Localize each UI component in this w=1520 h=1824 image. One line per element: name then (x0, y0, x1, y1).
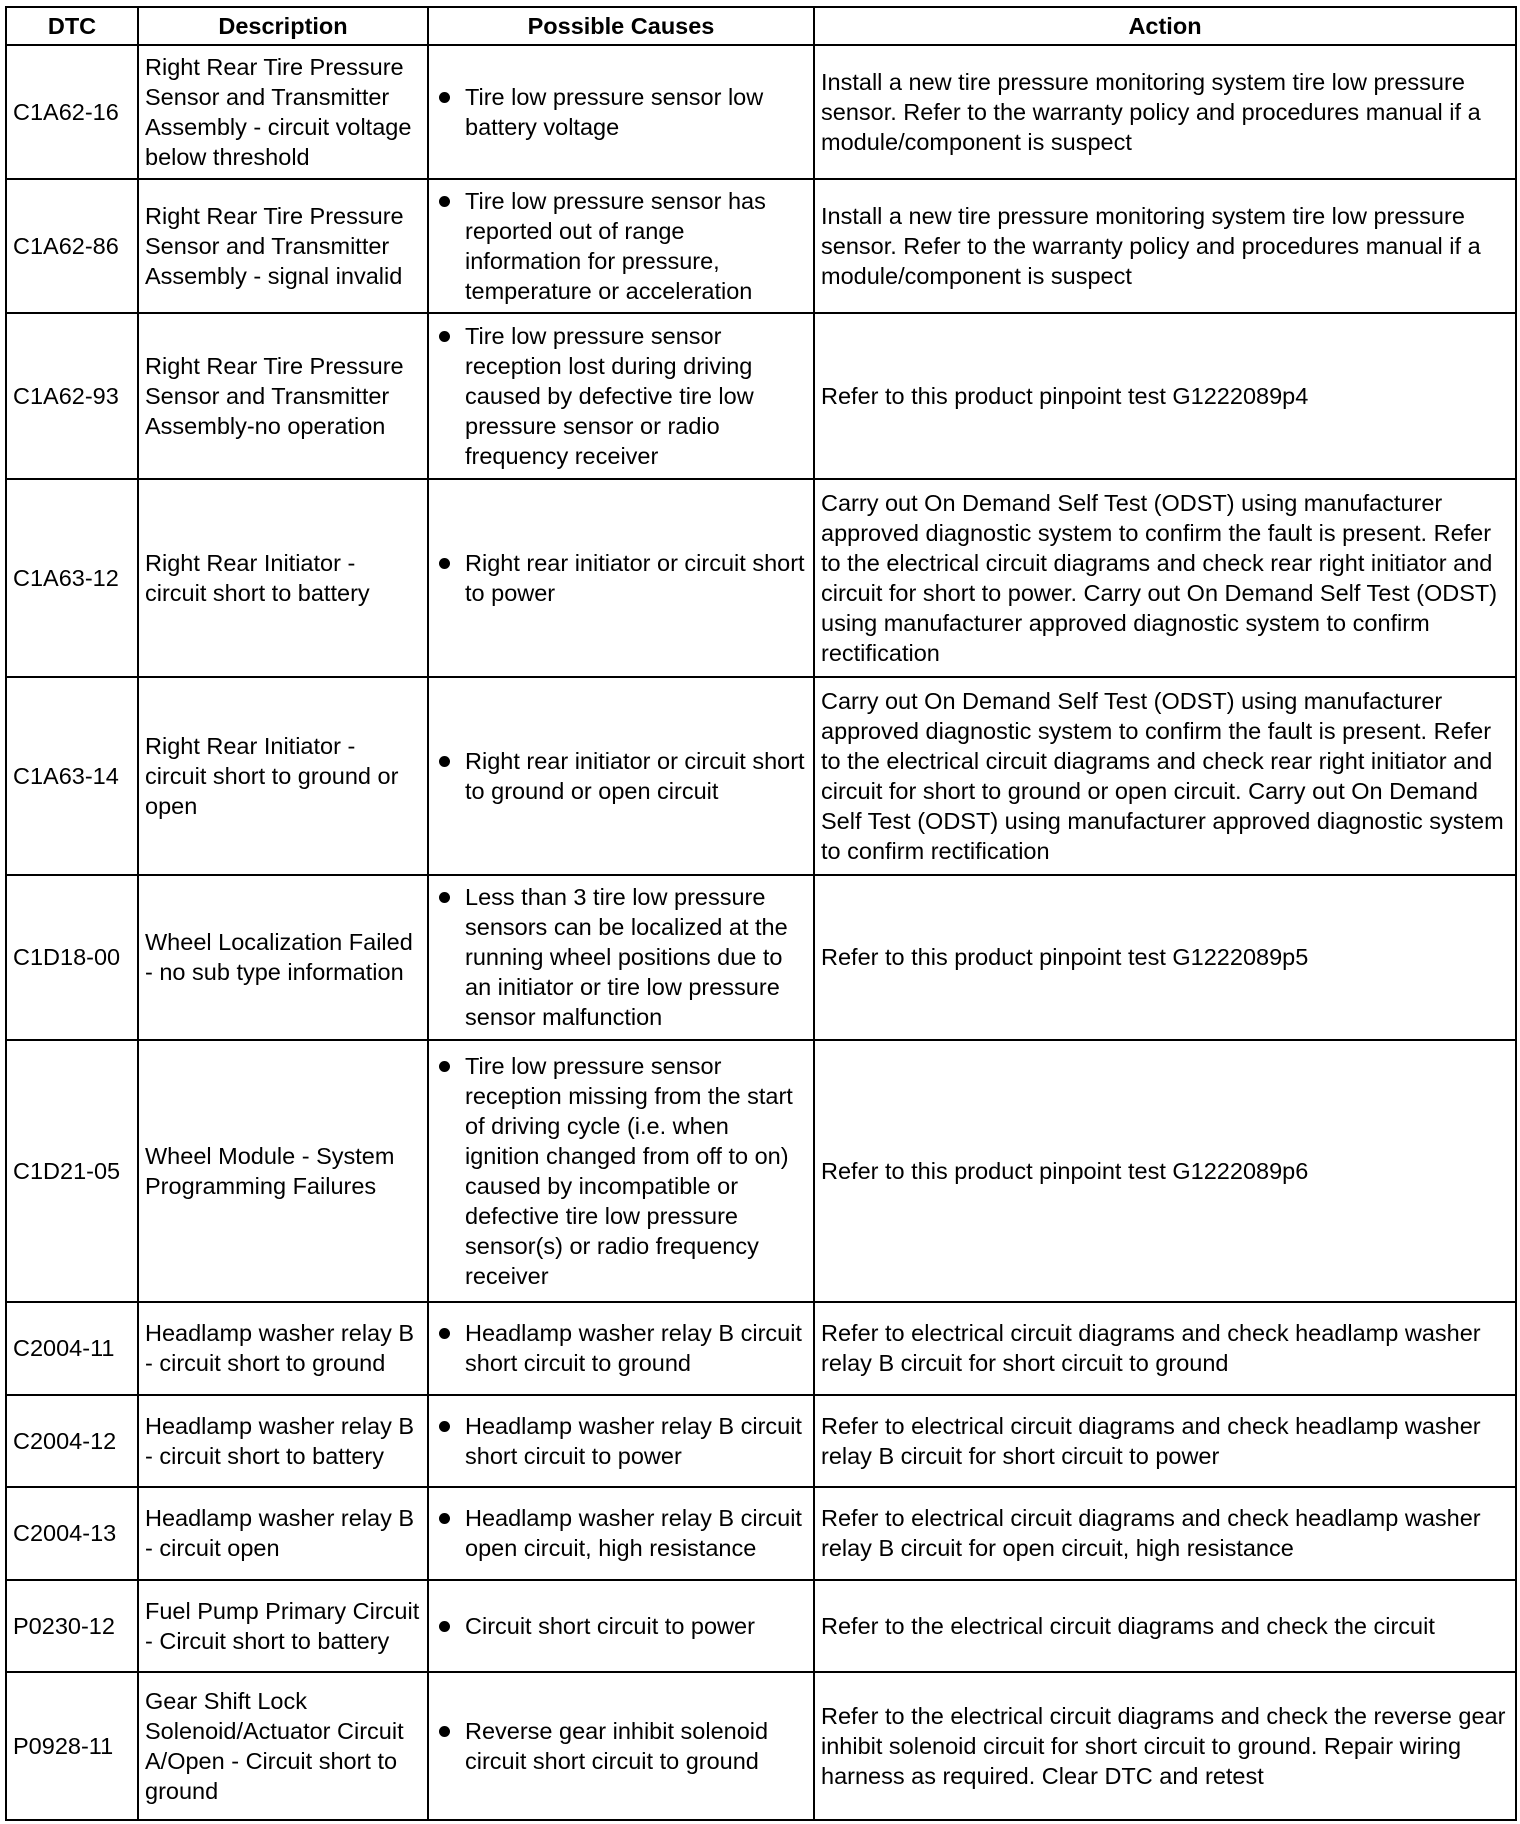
table-row (6, 313, 1516, 479)
dtc-code: C1D18-00 (6, 875, 138, 1041)
possible-causes (428, 479, 814, 677)
table-row (6, 677, 1516, 875)
action: Carry out On Demand Self Test (ODST) using manufacturer approved diagnostic system to confirm the fault is present. Refer to the electrical circuit diagrams and check rear right initiator and circuit for short to power. Carry out On Demand Self Test (ODST) using manufacturer approved diagnostic system to confirm rectification (814, 479, 1516, 677)
dtc-code: C2004-13 (6, 1487, 138, 1580)
dtc-code: C1D21-05 (6, 1040, 138, 1302)
dtc-code: P0928-11 (6, 1672, 138, 1820)
dtc-code: C1A63-12 (6, 479, 138, 677)
possible-causes (428, 1040, 814, 1302)
cause-item: Tire low pressure sensor reception lost during driving caused by defective tire low pressure sensor or radio frequency receiver (435, 321, 807, 471)
table-row (6, 1302, 1516, 1395)
description: Right Rear Initiator - circuit short to ground or open (138, 677, 428, 875)
possible-causes (428, 1580, 814, 1673)
possible-causes (428, 1302, 814, 1395)
description: Headlamp washer relay B - circuit short to ground (138, 1302, 428, 1395)
description: Headlamp washer relay B - circuit short to battery (138, 1395, 428, 1488)
possible-causes (428, 677, 814, 875)
dtc-code: C2004-12 (6, 1395, 138, 1488)
action: Refer to this product pinpoint test G1222089p4 (814, 313, 1516, 479)
cause-item: Headlamp washer relay B circuit short circuit to power (435, 1411, 807, 1471)
description: Right Rear Tire Pressure Sensor and Transmitter Assembly - signal invalid (138, 179, 428, 313)
description: Wheel Localization Failed - no sub type information (138, 875, 428, 1041)
possible-causes (428, 875, 814, 1041)
table-row (6, 179, 1516, 313)
action: Refer to electrical circuit diagrams and check headlamp washer relay B circuit for open circuit, high resistance (814, 1487, 1516, 1580)
action: Refer to the electrical circuit diagrams and check the circuit (814, 1580, 1516, 1673)
description: Headlamp washer relay B - circuit open (138, 1487, 428, 1580)
table-row (6, 1040, 1516, 1302)
description: Wheel Module - System Programming Failures (138, 1040, 428, 1302)
header-dtc: DTC (6, 7, 138, 45)
cause-item: Headlamp washer relay B circuit short circuit to ground (435, 1318, 807, 1378)
dtc-code: C1A63-14 (6, 677, 138, 875)
possible-causes (428, 313, 814, 479)
dtc-code: P0230-12 (6, 1580, 138, 1673)
action: Install a new tire pressure monitoring system tire low pressure sensor. Refer to the warranty policy and procedures manual if a module/component is suspect (814, 179, 1516, 313)
dtc-code: C1A62-93 (6, 313, 138, 479)
dtc-code: C1A62-86 (6, 179, 138, 313)
header-row (6, 7, 1516, 45)
cause-item: Tire low pressure sensor low battery voltage (435, 82, 807, 142)
possible-causes (428, 1672, 814, 1820)
action: Refer to the electrical circuit diagrams and check the reverse gear inhibit solenoid circuit for short circuit to ground. Repair wiring harness as required. Clear DTC and retest (814, 1672, 1516, 1820)
possible-causes (428, 45, 814, 179)
dtc-table (5, 6, 1517, 1821)
header-possible-causes: Possible Causes (428, 7, 814, 45)
description: Right Rear Tire Pressure Sensor and Transmitter Assembly-no operation (138, 313, 428, 479)
cause-item: Circuit short circuit to power (435, 1611, 807, 1641)
cause-item: Less than 3 tire low pressure sensors can be localized at the running wheel positions due to an initiator or tire low pressure sensor malfunction (435, 882, 807, 1032)
cause-item: Right rear initiator or circuit short to ground or open circuit (435, 746, 807, 806)
possible-causes (428, 1487, 814, 1580)
table-row (6, 479, 1516, 677)
action: Refer to this product pinpoint test G1222089p6 (814, 1040, 1516, 1302)
table-row (6, 1487, 1516, 1580)
cause-item: Headlamp washer relay B circuit open circuit, high resistance (435, 1503, 807, 1563)
description: Right Rear Initiator - circuit short to battery (138, 479, 428, 677)
cause-item: Tire low pressure sensor has reported out of range information for pressure, temperature or acceleration (435, 186, 807, 306)
description: Fuel Pump Primary Circuit - Circuit short to battery (138, 1580, 428, 1673)
action: Install a new tire pressure monitoring system tire low pressure sensor. Refer to the warranty policy and procedures manual if a module/component is suspect (814, 45, 1516, 179)
table-row (6, 875, 1516, 1041)
cause-item: Right rear initiator or circuit short to power (435, 548, 807, 608)
table-row (6, 45, 1516, 179)
table-row (6, 1580, 1516, 1673)
header-description: Description (138, 7, 428, 45)
table-row (6, 1672, 1516, 1820)
action: Refer to electrical circuit diagrams and check headlamp washer relay B circuit for short circuit to power (814, 1395, 1516, 1488)
dtc-code: C2004-11 (6, 1302, 138, 1395)
description: Right Rear Tire Pressure Sensor and Transmitter Assembly - circuit voltage below threshold (138, 45, 428, 179)
table-row (6, 1395, 1516, 1488)
dtc-code: C1A62-16 (6, 45, 138, 179)
action: Carry out On Demand Self Test (ODST) using manufacturer approved diagnostic system to confirm the fault is present. Refer to the electrical circuit diagrams and check rear right initiator and circuit for short to ground or open circuit. Carry out On Demand Self Test (ODST) using manufacturer approved diagnostic system to confirm rectification (814, 677, 1516, 875)
possible-causes (428, 1395, 814, 1488)
description: Gear Shift Lock Solenoid/Actuator Circuit A/Open - Circuit short to ground (138, 1672, 428, 1820)
cause-item: Tire low pressure sensor reception missing from the start of driving cycle (i.e. when ignition changed from off to on) caused by incompatible or defective tire low pressure sensor(s) or radio frequency receiver (435, 1051, 807, 1291)
cause-item: Reverse gear inhibit solenoid circuit short circuit to ground (435, 1716, 807, 1776)
action: Refer to this product pinpoint test G1222089p5 (814, 875, 1516, 1041)
possible-causes (428, 179, 814, 313)
header-action: Action (814, 7, 1516, 45)
action: Refer to electrical circuit diagrams and check headlamp washer relay B circuit for short circuit to ground (814, 1302, 1516, 1395)
